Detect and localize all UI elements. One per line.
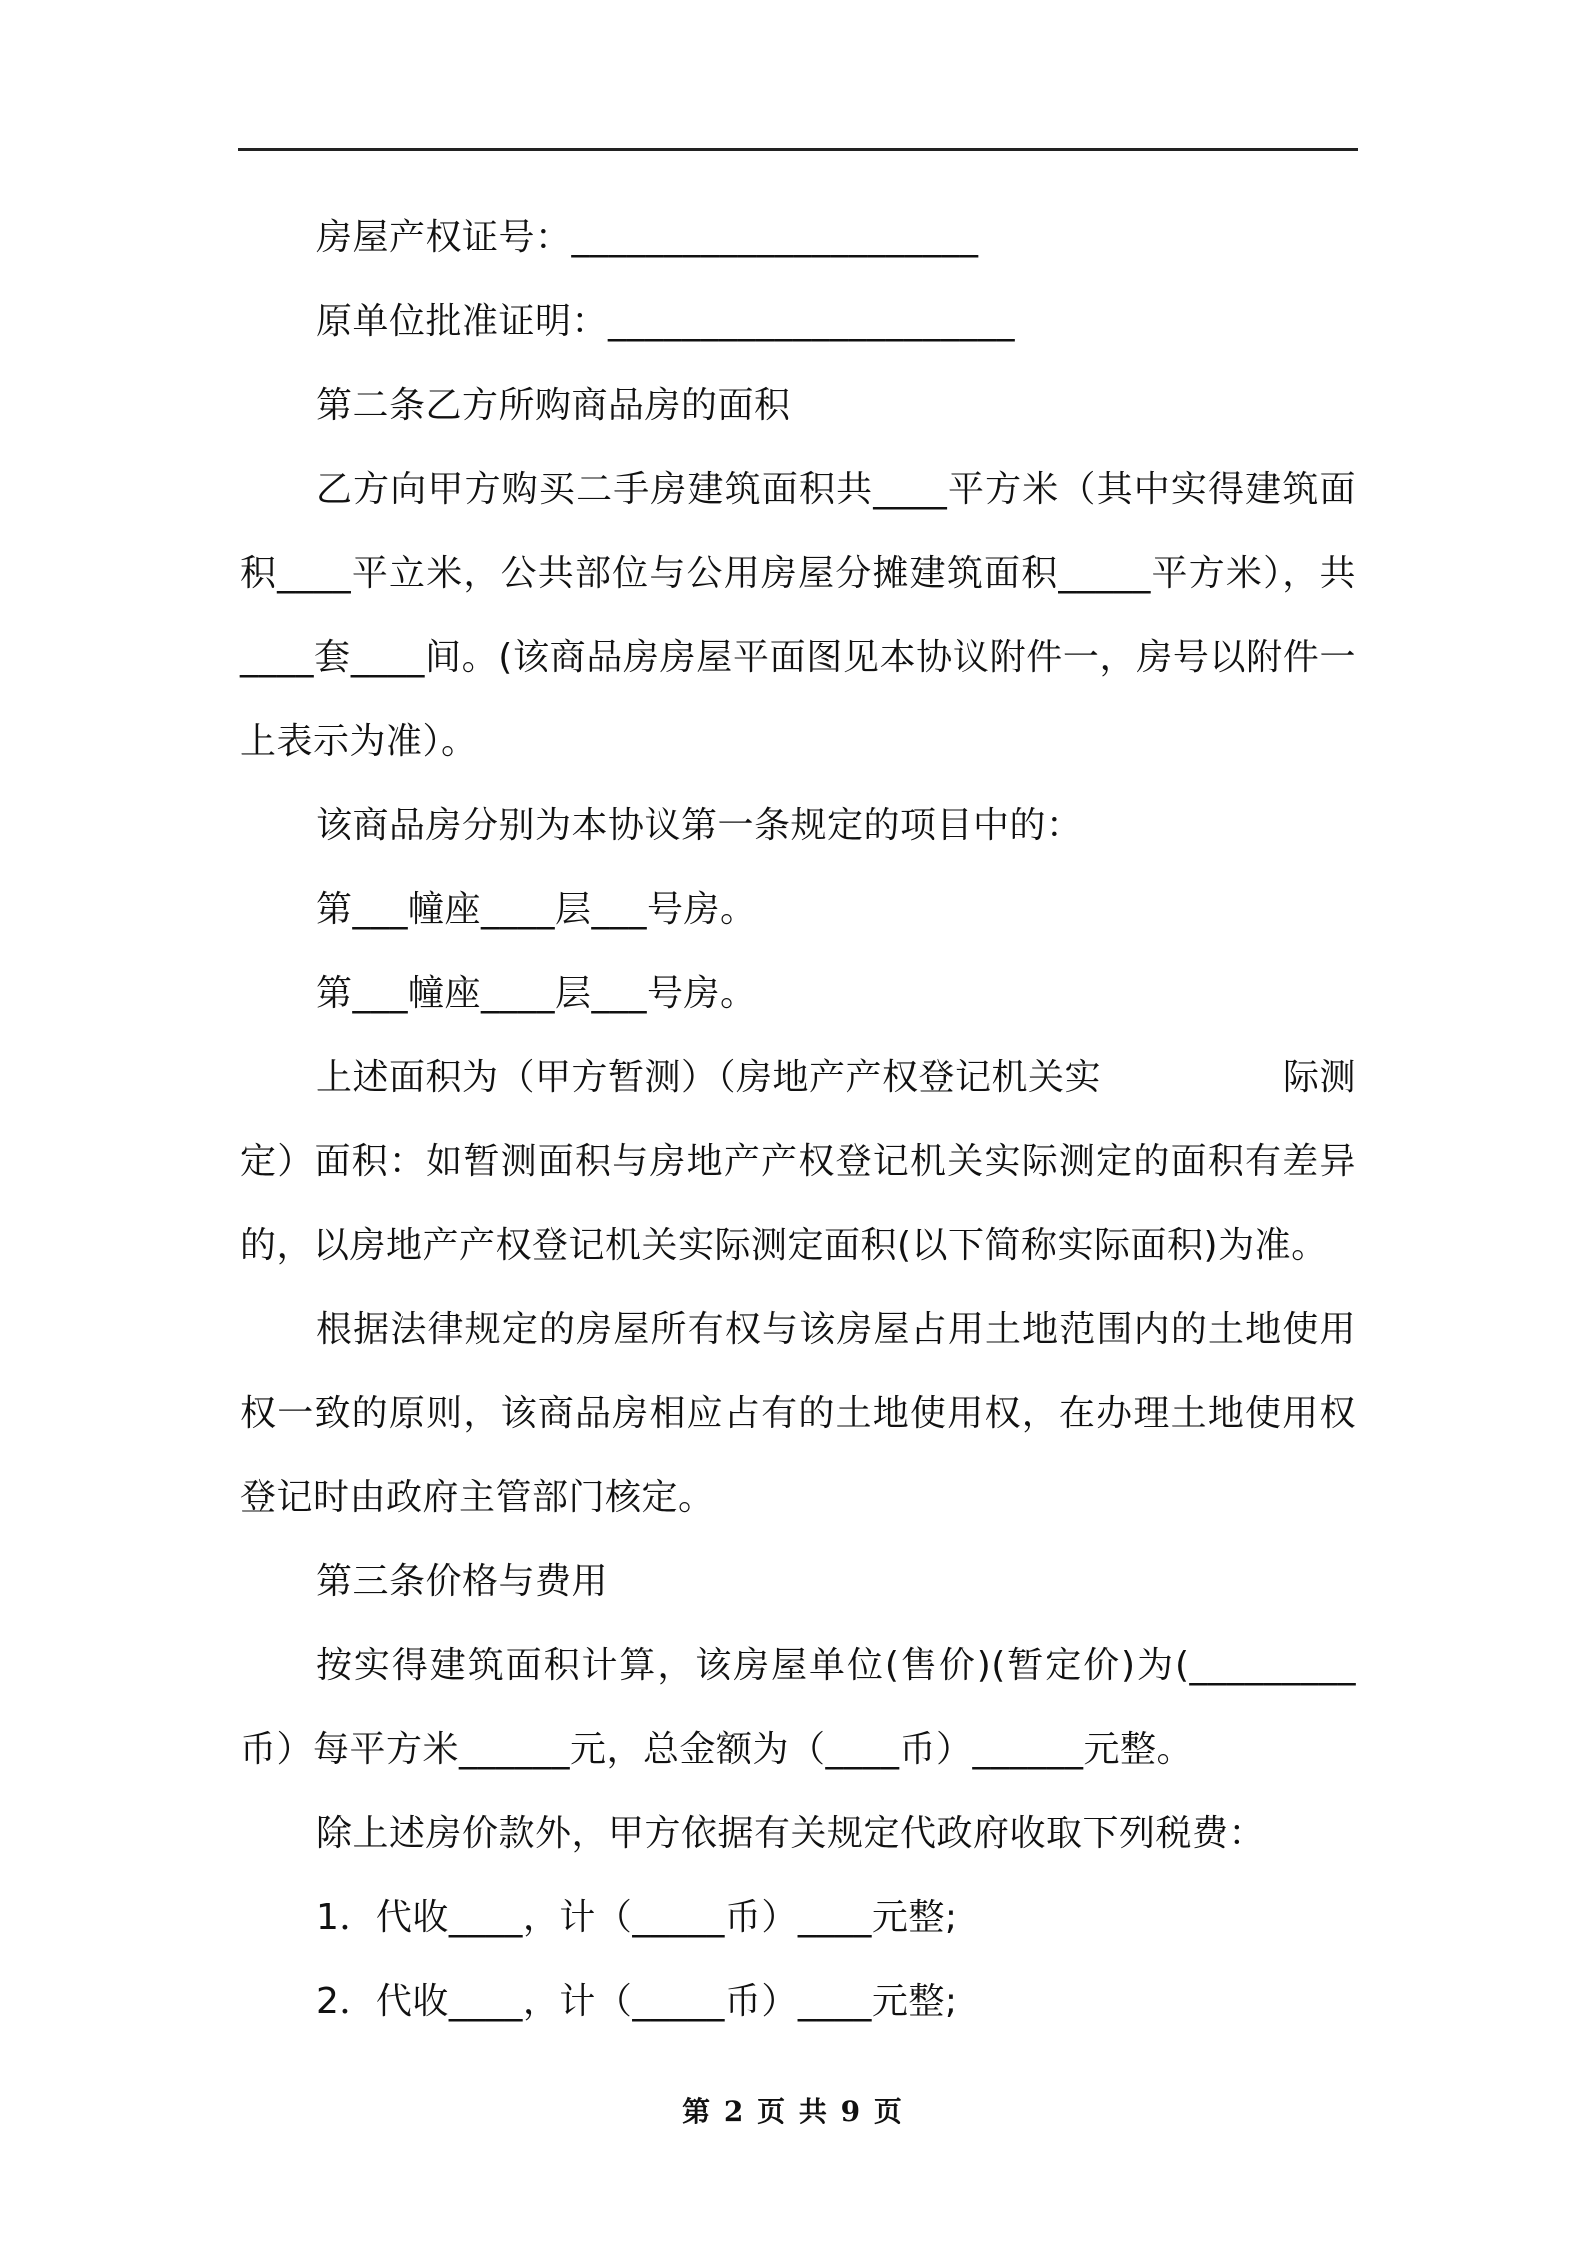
- page-number-footer: 第 2 页 共 9 页: [682, 2095, 904, 2128]
- area-measure-left: 上述面积为（甲方暂测）（房地产产权登记机关实: [316, 1057, 1102, 1098]
- area-paragraph: 乙方向甲方购买二手房建筑面积共____平方米（其中实得建筑面积____平立米，公共部位与公用房屋分摊建筑面积_____平方米），共____套____间。(该商品房房屋平面图见本协议附件一，房号以附件一上表示为准）。: [240, 469, 1356, 762]
- article-2-title: 第二条乙方所购商品房的面积: [316, 385, 791, 426]
- tax-item-2: 2．代收____，计（_____币）____元整;: [316, 1981, 958, 2022]
- unit-line-2: 第___幢座____层___号房。: [316, 973, 757, 1014]
- tax-intro-line: 除上述房价款外，甲方依据有关规定代政府收取下列税费：: [316, 1813, 1266, 1854]
- article-3-title: 第三条价格与费用: [316, 1561, 609, 1602]
- approval-cert-line: 原单位批准证明：______________________: [316, 301, 1016, 342]
- unit-line-1: 第___幢座____层___号房。: [316, 889, 757, 930]
- price-paragraph: 按实得建筑面积计算，该房屋单位(售价)(暂定价)为(_________币）每平方米______元，总金额为（____币）______元整。: [240, 1645, 1356, 1770]
- document-body: [240, 196, 1356, 2044]
- area-measure-rest: 定）面积：如暂测面积与房地产产权登记机关实际测定的面积有差异的，以房地产产权登记机关实际测定面积(以下简称实际面积)为准。: [240, 1141, 1356, 1266]
- land-use-paragraph: 根据法律规定的房屋所有权与该房屋占用土地范围内的土地使用权一致的原则，该商品房相应占有的土地使用权，在办理土地使用权登记时由政府主管部门核定。: [240, 1309, 1356, 1518]
- header-rule: [238, 148, 1358, 151]
- project-intro-line: 该商品房分别为本协议第一条规定的项目中的：: [316, 805, 1083, 846]
- area-measure-right: 际测: [1282, 1057, 1356, 1098]
- area-measure-first-line: [240, 1036, 1356, 1120]
- property-cert-line: 房屋产权证号：______________________: [316, 217, 979, 258]
- tax-item-1: 1．代收____，计（_____币）____元整;: [316, 1897, 958, 1938]
